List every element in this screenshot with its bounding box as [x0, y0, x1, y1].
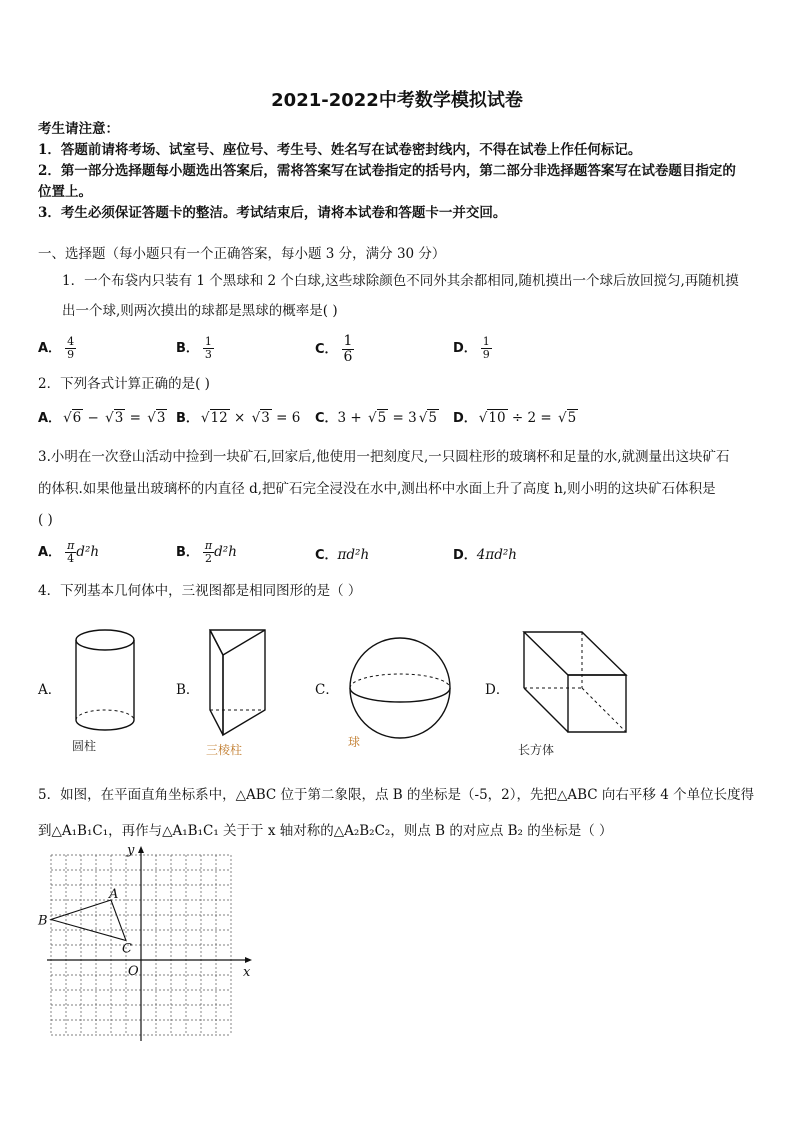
point-b-label: B — [38, 913, 48, 929]
q3-option-a[interactable]: A． $\frac{\pi}{4}$ d²h — [38, 539, 100, 565]
q3-stem-line2: 的体积.如果他量出玻璃杯的内直径 d,把矿石完全浸没在水中,测出杯中水面上升了高度 h,则小明的这块矿石体积是 — [38, 481, 716, 497]
q2-stem: 2．下列各式计算正确的是( ) — [38, 376, 210, 392]
q2-option-d[interactable]: D． √10 ÷ 2 = √5 — [453, 410, 577, 426]
q1-option-d[interactable]: D． $\frac{1}{9}$ — [453, 335, 490, 361]
q1-option-c[interactable]: C． $\frac{1}{6}$ — [315, 333, 353, 365]
q4-caption-a: 圆柱 — [72, 739, 97, 753]
q4-caption-d: 长方体 — [518, 743, 555, 757]
q3-stem-line1: 3.小明在一次登山活动中捡到一块矿石,回家后,他使用一把刻度尺,一只圆柱形的玻璃杯和足量的水,就测量出这块矿石 — [38, 449, 730, 465]
q4-caption-b: 三棱柱 — [206, 743, 243, 757]
q3-option-d[interactable]: D．4πd²h — [453, 547, 518, 563]
point-c-label: C — [122, 941, 132, 957]
q4-option-a-label[interactable]: A． — [38, 682, 62, 698]
notice-item-2: 2．第一部分选择题每小题选出答案后，需将答案写在试卷指定的括号内，第二部分非选择题答案写在试卷题目指定的 — [38, 163, 736, 179]
q4-caption-c: 球 — [348, 735, 361, 749]
q4-option-c-label[interactable]: C． — [315, 682, 339, 698]
notice-item-2-cont: 位置上。 — [38, 184, 92, 200]
sphere-figure — [345, 633, 455, 743]
q3-stem-line3: ( ) — [38, 512, 53, 528]
q3-option-c[interactable]: C．πd²h — [315, 547, 370, 563]
q5-stem-line2: 到△A₁B₁C₁，再作与△A₁B₁C₁ 关于于 x 轴对称的△A₂B₂C₂，则点 B 的对应点 B₂ 的坐标是（ ） — [38, 823, 613, 839]
q1-stem-line1: 1．一个布袋内只装有 1 个黑球和 2 个白球,这些球除颜色不同外其余都相同,随机摸出一个球后放回搅匀,再随机摸 — [62, 273, 739, 289]
origin-label: O — [128, 964, 139, 979]
point-a-label: A — [109, 887, 119, 902]
q2-option-c[interactable]: C．3 + √5 = 3 √5 — [315, 410, 437, 426]
page-title: 2021-2022中考数学模拟试卷 — [271, 90, 523, 111]
notice-item-3: 3．考生必须保证答题卡的整洁。考试结束后，请将本试卷和答题卡一并交回。 — [38, 205, 507, 221]
q4-option-b-label[interactable]: B． — [176, 682, 200, 698]
section-heading: 一、选择题（每小题只有一个正确答案，每小题 3 分，满分 30 分） — [38, 246, 446, 262]
triangular-prism-figure — [205, 625, 275, 740]
y-axis-label: y — [127, 843, 135, 858]
q1-option-b[interactable]: B． $\frac{1}{3}$ — [176, 335, 212, 361]
x-axis-arrow — [245, 957, 252, 963]
q5-stem-line1: 5．如图，在平面直角坐标系中，△ABC 位于第二象限，点 B 的坐标是（-5，2），先把△ABC 向右平移 4 个单位长度得 — [38, 787, 755, 803]
notice-item-1: 1．答题前请将考场、试室号、座位号、考生号、姓名写在试卷密封线内，不得在试卷上作任何标记。 — [38, 142, 642, 158]
q1-option-a[interactable]: A． $\frac{4}{9}$ — [38, 335, 75, 361]
q2-option-a[interactable]: A． √6 − √3 = √3 — [38, 410, 166, 426]
y-axis-arrow — [138, 846, 144, 853]
cylinder-figure — [70, 625, 140, 735]
notice-heading: 考生请注意： — [38, 121, 119, 137]
q4-option-d-label[interactable]: D． — [485, 682, 510, 698]
q4-stem: 4．下列基本几何体中，三视图都是相同图形的是（ ） — [38, 583, 362, 599]
q2-option-b[interactable]: B． √12 × √3 = 6 — [176, 410, 301, 426]
q1-stem-line2: 出一个球,则两次摸出的球都是黑球的概率是( ) — [62, 303, 338, 319]
triangle-abc — [51, 900, 126, 941]
x-axis-label: x — [243, 965, 251, 980]
cuboid-figure — [520, 628, 630, 738]
q3-option-b[interactable]: B． $\frac{\pi}{2}$ d²h — [176, 539, 237, 565]
coordinate-grid-figure — [36, 845, 266, 1050]
